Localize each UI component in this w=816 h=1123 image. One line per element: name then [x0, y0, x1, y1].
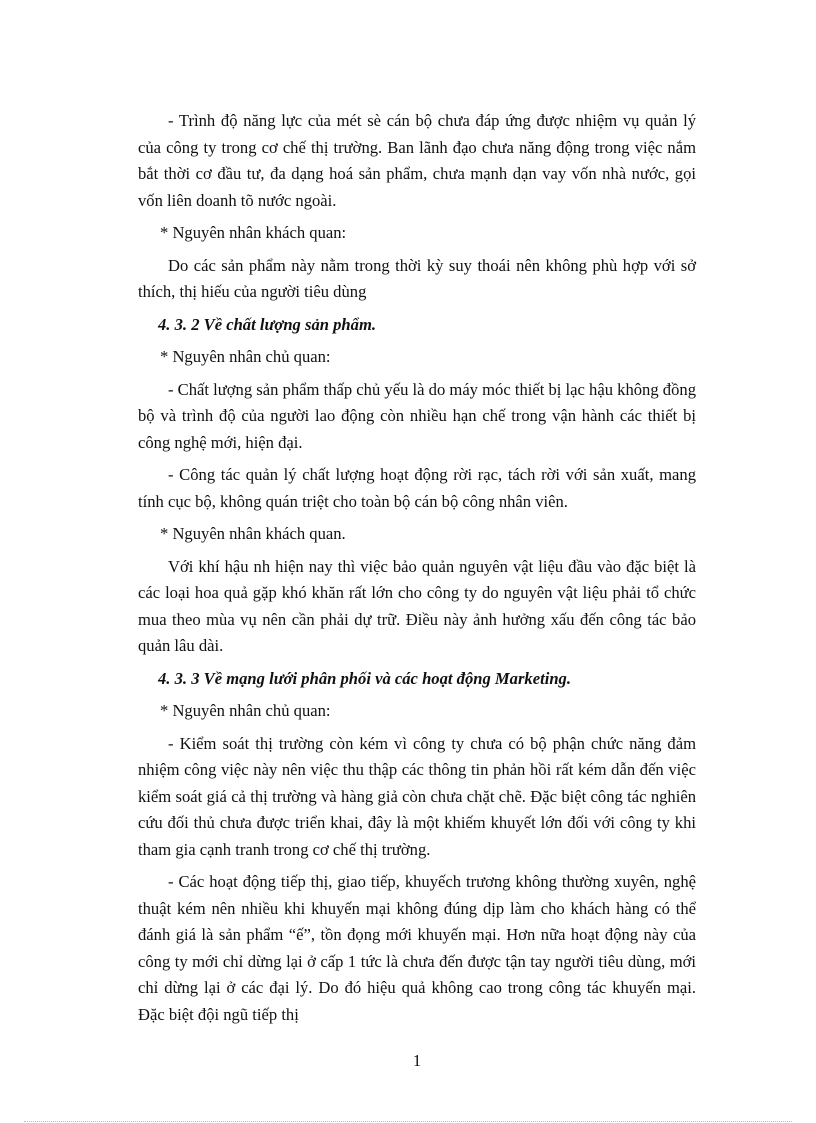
paragraph-management-capacity: - Trình độ năng lực của mét sè cán bộ chưa đáp ứng được nhiệm vụ quản lý của công ty trong cơ chế thị trường. Ban lãnh đạo chưa năng động trong việc nắm bắt thời cơ đầu tư, đa dạng hoá sản phẩm, chưa mạnh dạn vay vốn nhà nước, gọi vốn liên doanh tõ nước ngoài.	[138, 111, 696, 210]
page-number: 1	[412, 1051, 422, 1070]
paragraph-product-decline: Do các sản phẩm này nằm trong thời kỳ suy thoái nên không phù hợp với sở thích, thị hiếu của người tiêu dùng	[138, 255, 696, 301]
paragraph-low-quality-causes: - Chất lượng sản phẩm thấp chủ yếu là do máy móc thiết bị lạc hậu không đồng bộ và trình độ của người lao động còn nhiều hạn chế trong vận hành các thiết bị công nghệ mới, hiện đại.	[138, 379, 696, 452]
document-page	[138, 0, 696, 1123]
paragraph-objective-causes-heading-2: * Nguyên nhân khách quan.	[160, 524, 346, 543]
document-body	[138, 108, 696, 1034]
paragraph-market-control: - Kiểm soát thị trường còn kém vì công ty chưa có bộ phận chức năng đảm nhiệm công việc này nên việc thu thập các thông tin phản hồi rất kém dẫn đến việc kiểm soát giá cả thị trường và hàng giả còn chưa chặt chẽ. Đặc biệt công tác nghiên cứu đối thủ chưa được triển khai, đây là một khiếm khuyết lớn đối với công ty khi tham gia cạnh tranh trong cơ chế thị trường.	[138, 733, 696, 859]
paragraph-climate-storage: Với khí hậu nh hiện nay thì việc bảo quản nguyên vật liệu đầu vào đặc biệt là các loại hoa quả gặp khó khăn rất lớn cho công ty do nguyên vật liệu phải tổ chức mua theo mùa vụ nên cần phải dự trữ. Điều này ảnh hưởng xấu đến công tác bảo quản lâu dài.	[138, 556, 696, 655]
section-heading-distribution-marketing: 4. 3. 3 Về mạng lưới phân phối và các hoạt động Marketing.	[158, 668, 571, 688]
paragraph-subjective-causes-heading-2: * Nguyên nhân chủ quan:	[160, 701, 331, 720]
page-bottom-divider	[24, 1121, 792, 1122]
section-heading-product-quality: 4. 3. 2 Về chất lượng sản phẩm.	[158, 314, 377, 334]
paragraph-quality-management: - Công tác quản lý chất lượng hoạt động rời rạc, tách rời với sản xuất, mang tính cục bộ, không quán triệt cho toàn bộ cán bộ công nhân viên.	[138, 465, 696, 511]
paragraph-marketing-activities: - Các hoạt động tiếp thị, giao tiếp, khuyếch trương không thường xuyên, nghệ thuật kém nên nhiều khi khuyến mại không đúng dịp làm cho khách hàng có thể đánh giá là sản phẩm “ế”, tồn đọng mới khuyến mại. Hơn nữa hoạt động này của công ty mới chỉ dừng lại ở cấp 1 tức là chưa đến được tận tay người tiêu dùng, mới chỉ dừng lại ở các đại lý. Do đó hiệu quả không cao trong công tác khuyến mại. Đặc biệt đội ngũ tiếp thị	[138, 872, 696, 1024]
paragraph-objective-causes-heading: * Nguyên nhân khách quan:	[160, 223, 347, 242]
paragraph-subjective-causes-heading: * Nguyên nhân chủ quan:	[160, 347, 331, 366]
